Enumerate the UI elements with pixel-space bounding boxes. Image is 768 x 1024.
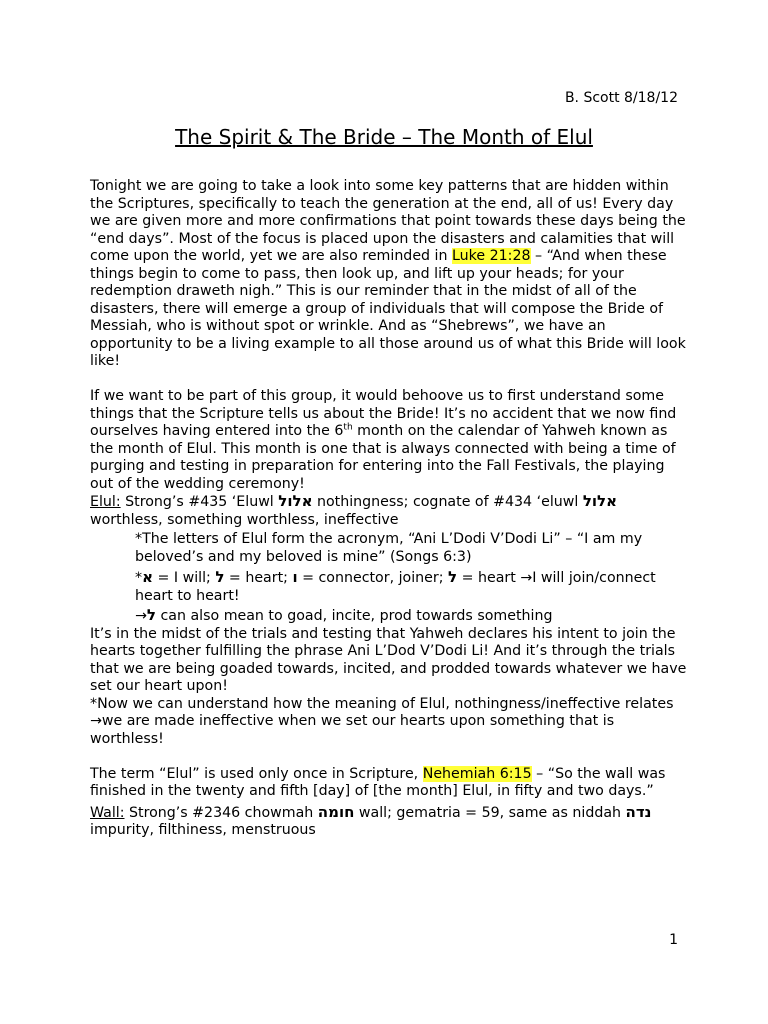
- wall-text-b: wall; gematria = 59, same as niddah: [354, 804, 626, 821]
- page-title: The Spirit & The Bride – The Month of Elul: [175, 125, 593, 149]
- arrow-icon: →: [135, 608, 147, 624]
- intro-paragraph: [90, 178, 690, 371]
- ordinal-suffix: th: [343, 422, 353, 433]
- wall-text-a: Strong’s #2346 chowmah: [124, 804, 318, 821]
- trials-paragraph: It’s in the midst of the trials and testing that Yahweh declares his intent to join the hearts together fulfilling the phrase Ani L’Dod V’Dodi Li! And it’s through the trials that we are being goaded towards, incited, and prodded towards whatever we have set our heart upon!: [90, 625, 687, 694]
- letters-text-2: = heart;: [224, 570, 293, 586]
- wall-text-c: impurity, filthiness, menstruous: [90, 822, 316, 838]
- hebrew-vav: ו: [292, 568, 298, 586]
- hebrew-chowmah: חומה: [317, 802, 355, 821]
- bride-paragraph: [90, 388, 690, 493]
- goad-text: can also mean to goad, incite, prod towards something: [155, 608, 553, 624]
- elul-text-c: worthless, something worthless, ineffective: [90, 511, 399, 528]
- bride-text-a: If we want to be part of this group, it would behoove us to first understand some things that the Scripture tells us about the Bride! It’s no accident that we now find ourselves having entered into the 6: [90, 388, 677, 439]
- luke-reference: Luke 21:28: [452, 248, 531, 264]
- intro-text-b: – “And when these things begin to come to pass, then look up, and lift up your heads; for your redemption draweth nigh.” This is our reminder that in the midst of all of the disasters, there will emerge a group of individuals that will compose the Bride of Messiah, who is without spot or wrinkle. And as “Shebrews”, we have an opportunity to be a living example to all those around us of what this Bride will look like!: [90, 248, 686, 369]
- hebrew-elul-1: אלול: [278, 492, 313, 510]
- elul-definition: [90, 493, 690, 529]
- nehemiah-text-b: – “So the wall was finished in the twenty and fifth [day] of [the month] Elul, in fifty and two days.”: [90, 765, 666, 799]
- wall-label: Wall:: [90, 804, 125, 821]
- letters-note: [90, 569, 690, 605]
- meaning-paragraph: *Now we can understand how the meaning of Elul, nothingness/ineffective relates →we are made ineffective when we set our hearts upon something that is worthless!: [90, 695, 674, 747]
- letters-star: *: [135, 570, 143, 586]
- elul-label: Elul:: [90, 494, 121, 510]
- author-date-line: B. Scott 8/18/12: [564, 90, 678, 106]
- intro-text-a: Tonight we are going to take a look into some key patterns that are hidden within the Scriptures, specifically to teach the generation at the end, all of us! Every day we are given more and more confirmations that point towards these days being the “end days”. Most of the focus is placed upon the disasters and calamities that will come upon the world, yet we are also reminded in: [90, 178, 686, 264]
- hebrew-lamed-2: ל: [448, 568, 458, 586]
- document-body: [90, 178, 690, 840]
- nehemiah-text-a: The term “Elul” is used only once in Scripture,: [90, 765, 423, 782]
- wall-definition: [90, 804, 690, 840]
- page-number: 1: [669, 932, 678, 948]
- paragraph-gap: [90, 748, 690, 766]
- nehemiah-reference: Nehemiah 6:15: [422, 765, 532, 782]
- hebrew-lamed-3: ל: [146, 606, 156, 624]
- bride-text-b: month on the calendar of Yahweh known as the month of Elul. This month is one that is always connected with being a time of purging and testing in preparation for entering into the Fall Festivals, the playing out of the wedding ceremony!: [90, 423, 676, 492]
- paragraph-gap: [90, 371, 690, 389]
- acronym-note: *The letters of Elul form the acronym, “Ani L’Dodi V’Dodi Li” – “I am my beloved’s and my beloved is mine” (Songs 6:3): [135, 531, 643, 565]
- hebrew-elul-2: אלול: [582, 492, 618, 510]
- elul-text-b: nothingness; cognate of #434 ‘eluwl: [312, 494, 583, 510]
- hebrew-lamed-1: ל: [215, 568, 225, 586]
- letters-text-3: = connector, joiner;: [297, 570, 448, 586]
- letters-text-4: = heart →I will join/connect heart to heart!: [135, 570, 656, 604]
- nehemiah-paragraph: [90, 766, 690, 801]
- elul-text-a: Strong’s #435 ‘Eluwl: [120, 494, 279, 510]
- hebrew-niddah: נדה: [625, 802, 652, 821]
- hebrew-aleph: א: [142, 568, 154, 586]
- goad-note: [90, 607, 690, 626]
- letters-text-1: = I will;: [153, 570, 216, 586]
